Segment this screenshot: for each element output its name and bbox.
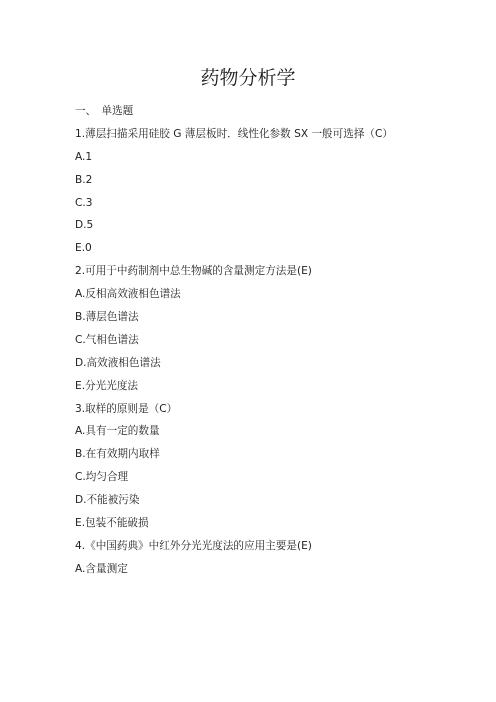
answer-option: C.3	[75, 196, 93, 209]
question-stem: 3.取样的原则是（C）	[75, 402, 178, 415]
answer-option: A.含量测定	[75, 562, 128, 575]
answer-option: D.高效液相色谱法	[75, 356, 161, 369]
answer-option: A.反相高效液相色谱法	[75, 288, 181, 301]
answer-option: B.薄层色谱法	[75, 311, 139, 324]
answer-option: C.气相色谱法	[75, 333, 139, 346]
question-stem: 4.《中国药典》中红外分光光度法的应用主要是(E)	[75, 539, 312, 552]
answer-option: D.5	[75, 219, 94, 232]
document-body	[75, 100, 475, 581]
section-heading: 一、 单选题	[75, 105, 134, 117]
answer-option: E.包装不能破损	[75, 517, 149, 530]
question-stem: 2.可用于中药制剂中总生物碱的含量测定方法是(E)	[75, 265, 312, 278]
question-stem: 1.薄层扫描采用硅胶 G 薄层板时．线性化参数 SX 一般可选择（C）	[75, 127, 394, 140]
answer-option: E.0	[75, 242, 92, 255]
answer-option: A.1	[75, 150, 93, 163]
answer-option: A.具有一定的数量	[75, 425, 160, 438]
answer-option: E.分光光度法	[75, 379, 139, 392]
document-title: 药物分析学	[200, 67, 296, 89]
answer-option: C.均匀合理	[75, 471, 129, 484]
answer-option: B.在有效期内取样	[75, 448, 160, 461]
answer-option: D.不能被污染	[75, 494, 140, 507]
answer-option: B.2	[75, 173, 93, 186]
